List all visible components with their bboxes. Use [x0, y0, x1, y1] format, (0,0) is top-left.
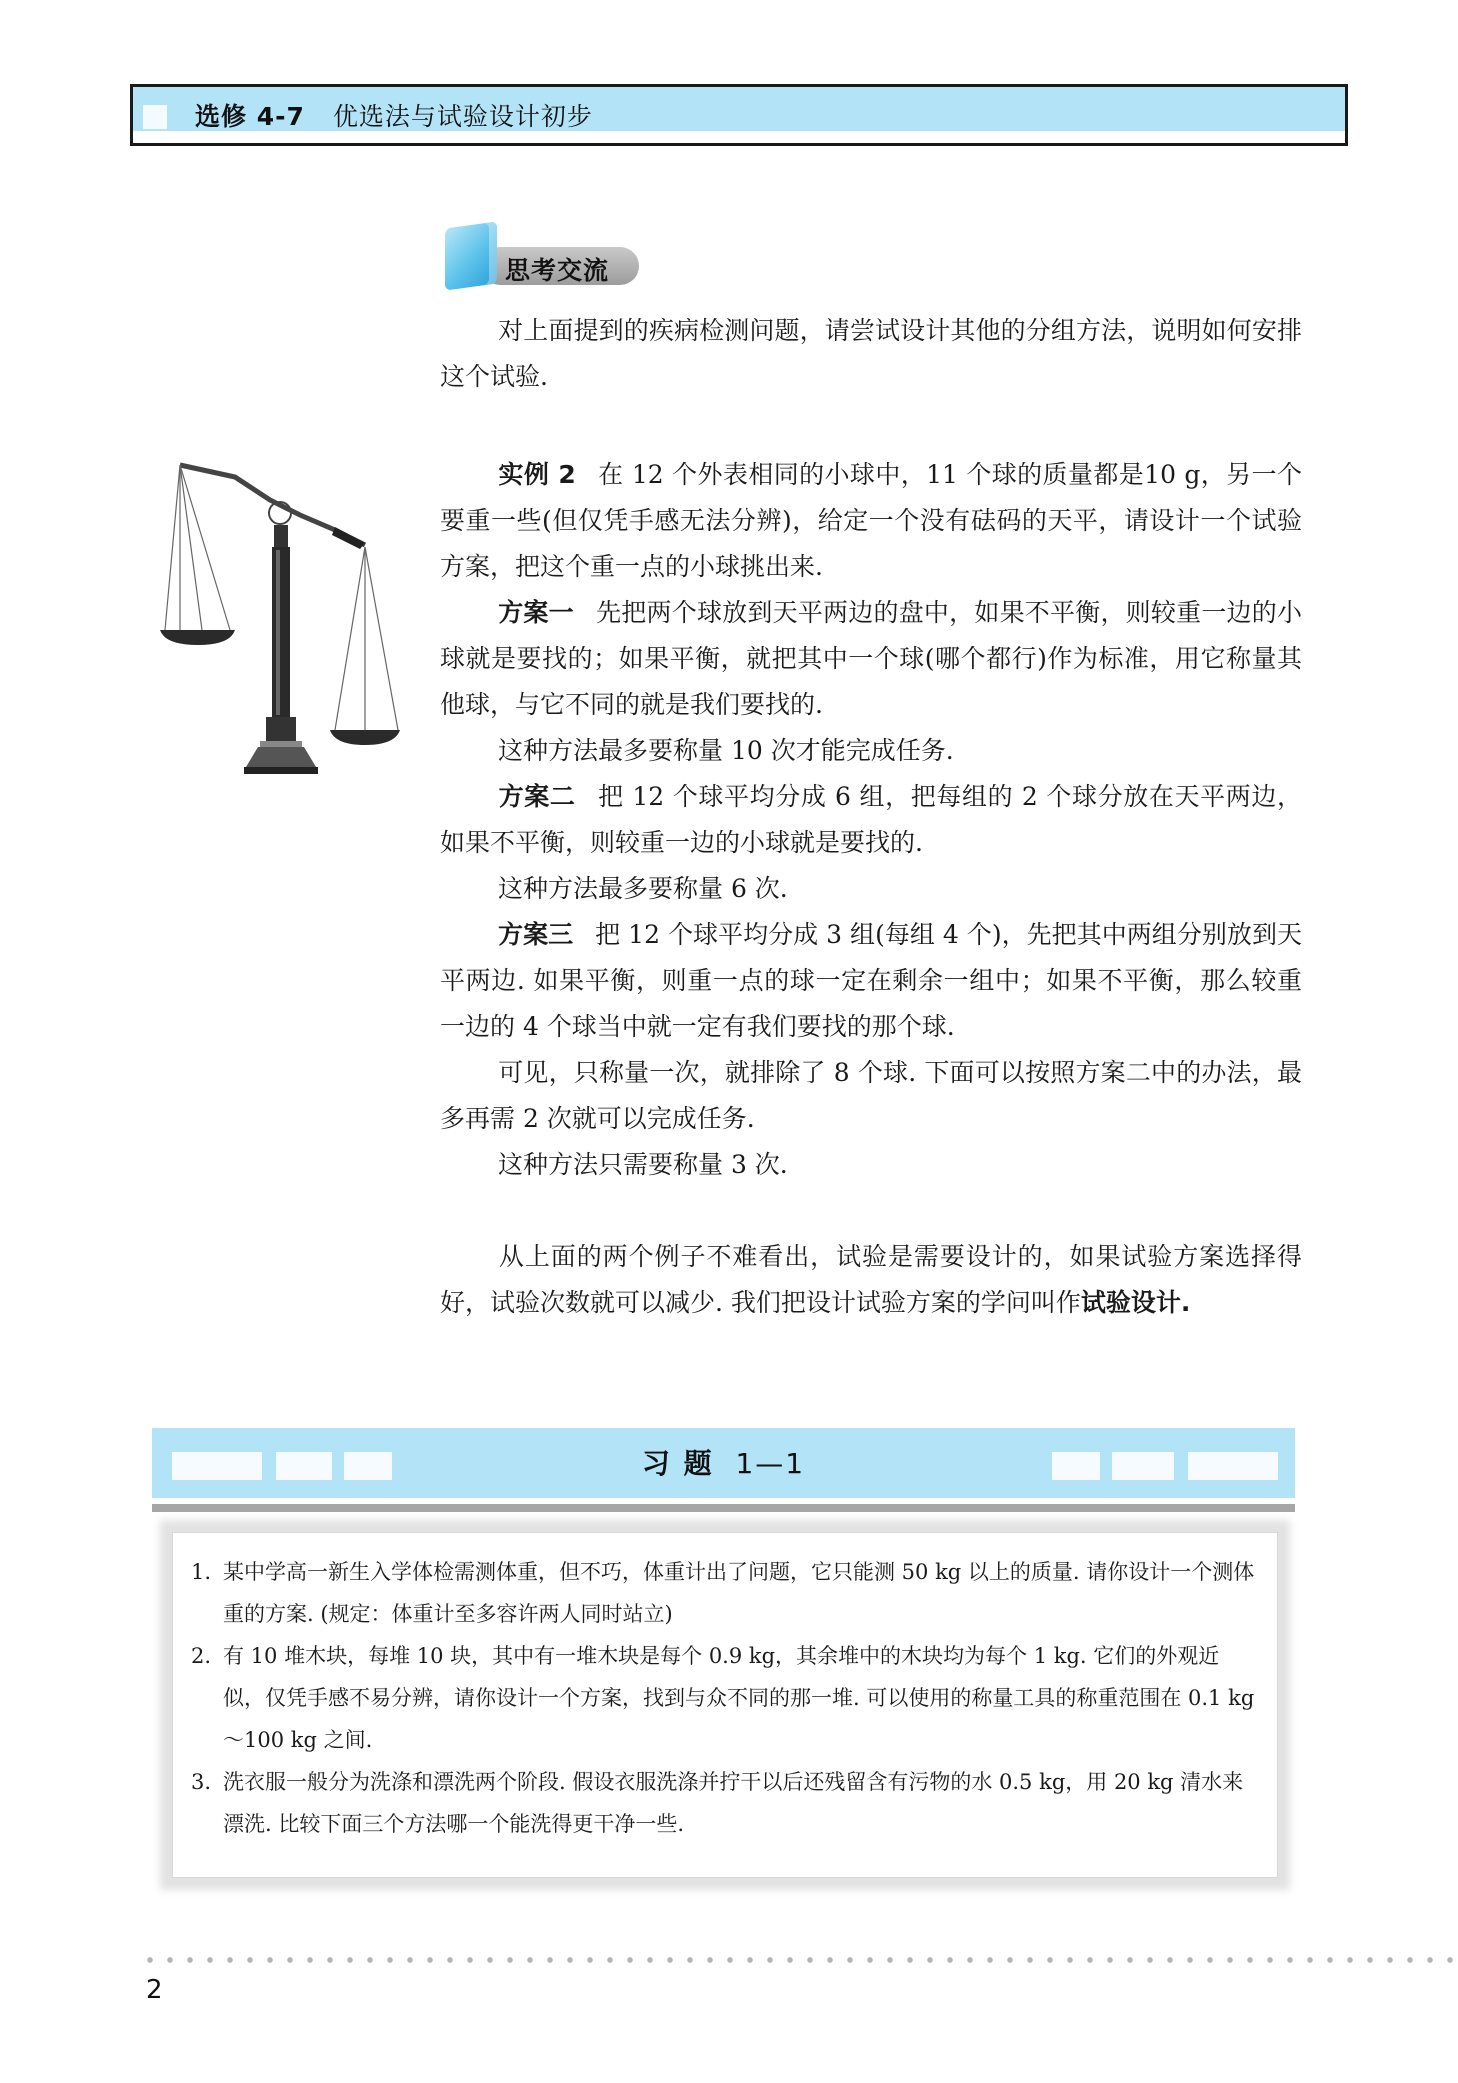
footer-dotted-rule: [140, 1956, 1458, 1964]
plan-3-text: 把 12 个球平均分成 3 组(每组 4 个)，先把其中两组分别放到天平两边. 如果平衡，则重一点的球一定在剩余一组中；如果不平衡，那么较重一边的 4 个球当中就一定有我们要找的那个球.: [440, 920, 1302, 1041]
header-title: [195, 97, 593, 133]
summary-paragraph: [440, 1234, 1302, 1326]
think-discuss-label: 思考交流: [505, 256, 610, 285]
exercise-text: 洗衣服一般分为洗涤和漂洗两个阶段. 假设衣服洗涤并拧干以后还残留含有污物的水 0.5 kg，用 20 kg 清水来漂洗. 比较下面三个方法哪一个能洗得更干净一些.: [223, 1770, 1244, 1836]
plan-2-text: 把 12 个球平均分成 6 组，把每组的 2 个球分放在天平两边，如果不平衡，则较重一边的小球就是要找的.: [440, 782, 1302, 857]
plan-3-extra: [440, 1050, 1302, 1142]
chapter-header-bar: [130, 84, 1348, 146]
course-code: 选修 4-7: [195, 102, 305, 131]
think-discuss-badge: [445, 225, 645, 293]
exercise-number: 3.: [191, 1770, 212, 1794]
plan-3: [440, 912, 1302, 1050]
example-2: [440, 452, 1302, 590]
example-2-text: 在 12 个外表相同的小球中，11 个球的质量都是10 g，另一个要重一些(但仅凭手感无法分辨)，给定一个没有砝码的天平，请设计一个试验方案，把这个重一点的小球挑出来.: [440, 460, 1302, 581]
example-2-label: 实例 2: [498, 460, 576, 489]
think-discuss-text: [440, 308, 1302, 400]
exercise-title-label: 习 题: [641, 1447, 714, 1480]
summary-term: 试验设计.: [1080, 1288, 1191, 1317]
exercise-text: 某中学高一新生入学体检需测体重，但不巧，体重计出了问题，它只能测 50 kg 以上的质量. 请你设计一个测体重的方案. (规定：体重计至多容许两人同时站立): [223, 1560, 1255, 1626]
exercise-item-1: [191, 1551, 1261, 1635]
exercise-header: [152, 1428, 1295, 1512]
header-square-marker: [143, 105, 167, 129]
plan-2-conclusion-text: 这种方法最多要称量 6 次.: [498, 874, 788, 903]
cube-icon: [445, 221, 497, 290]
exercise-item-3: [191, 1761, 1261, 1845]
plan-2-conclusion: [440, 866, 1302, 912]
exercise-text: 有 10 堆木块，每堆 10 块，其中有一堆木块是每个 0.9 kg，其余堆中的木块均为每个 1 kg. 它们的外观近似，仅凭手感不易分辨，请你设计一个方案，找到与众不同的那一堆. 可以使用的称量工具的称重范围在 0.1 kg～100 kg 之间.: [223, 1644, 1255, 1752]
exercise-title: [152, 1442, 1295, 1482]
plan-3-conclusion: [440, 1142, 1302, 1188]
summary-text: 从上面的两个例子不难看出，试验是需要设计的，如果试验方案选择得好，试验次数就可以减少. 我们把设计试验方案的学问叫作: [440, 1242, 1302, 1317]
plan-1-conclusion: [440, 728, 1302, 774]
think-discuss-body: 对上面提到的疾病检测问题，请尝试设计其他的分组方法，说明如何安排这个试验.: [440, 316, 1302, 391]
course-title: 优选法与试验设计初步: [332, 102, 593, 131]
plan-2-label: 方案二: [498, 782, 576, 811]
plan-1: [440, 590, 1302, 728]
plan-3-conclusion-text: 这种方法只需要称量 3 次.: [498, 1150, 788, 1179]
exercise-box: [172, 1532, 1278, 1878]
plan-2: [440, 774, 1302, 866]
page-number: 2: [146, 1975, 163, 2005]
plan-1-text: 先把两个球放到天平两边的盘中，如果不平衡，则较重一边的小球就是要找的；如果平衡，就把其中一个球(哪个都行)作为标准，用它称量其他球，与它不同的就是我们要找的.: [440, 598, 1302, 719]
balance-scale-icon: [160, 455, 400, 775]
exercise-number: 1.: [191, 1560, 212, 1584]
plan-1-label: 方案一: [498, 598, 574, 627]
exercise-number: 2.: [191, 1644, 212, 1668]
exercise-header-rule: [152, 1504, 1295, 1512]
plan-3-label: 方案三: [498, 920, 574, 949]
exercise-item-2: [191, 1635, 1261, 1761]
plan-3-extra-text: 可见，只称量一次，就排除了 8 个球. 下面可以按照方案二中的办法，最多再需 2 次就可以完成任务.: [440, 1058, 1302, 1133]
exercise-title-number: 1—1: [735, 1447, 806, 1480]
plan-1-conclusion-text: 这种方法最多要称量 10 次才能完成任务.: [498, 736, 954, 765]
